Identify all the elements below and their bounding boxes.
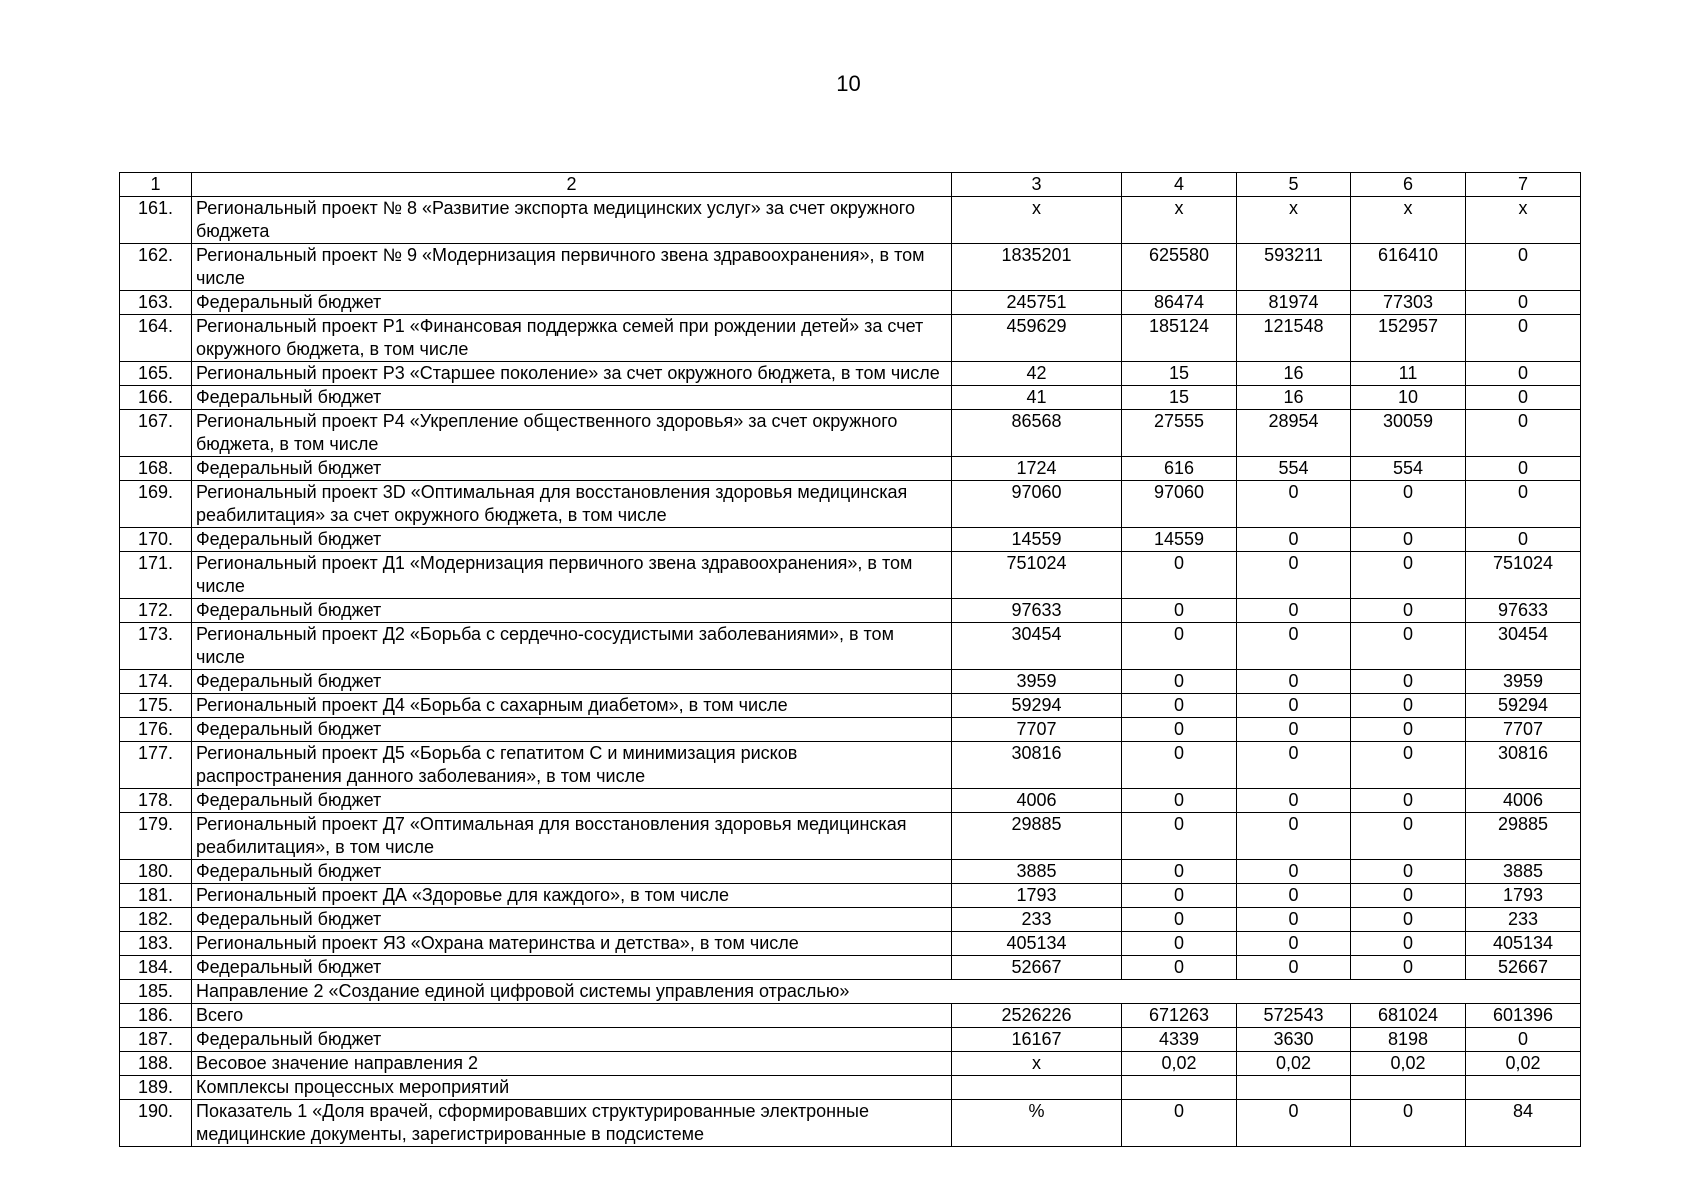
row-description-cell: Федеральный бюджет (192, 291, 952, 315)
table-row (120, 457, 1581, 481)
row-description-cell: Региональный проект Р1 «Финансовая поддержка семей при рождении детей» за счет окружного бюджета, в том числе (192, 315, 952, 362)
value-cell: 0 (1237, 860, 1351, 884)
row-description-cell: Региональный проект Д1 «Модернизация первичного звена здравоохранения», в том числе (192, 552, 952, 599)
value-cell: 2526226 (952, 1004, 1122, 1028)
value-cell: 152957 (1351, 315, 1466, 362)
value-cell: 3630 (1237, 1028, 1351, 1052)
value-cell: 7707 (952, 718, 1122, 742)
value-cell: 0 (1122, 670, 1237, 694)
header-cell: 4 (1122, 173, 1237, 197)
value-cell: 0 (1237, 908, 1351, 932)
table-row (120, 860, 1581, 884)
row-number-cell: 184. (120, 956, 192, 980)
row-number-cell: 185. (120, 980, 192, 1004)
value-cell: 3959 (952, 670, 1122, 694)
row-description-cell: Федеральный бюджет (192, 670, 952, 694)
row-number-cell: 187. (120, 1028, 192, 1052)
value-cell: 601396 (1466, 1004, 1581, 1028)
value-cell: 0 (1237, 884, 1351, 908)
value-cell: 0 (1122, 789, 1237, 813)
value-cell: 42 (952, 362, 1122, 386)
row-number-cell: 183. (120, 932, 192, 956)
value-cell: 0 (1466, 1028, 1581, 1052)
row-description-cell: Региональный проект ДА «Здоровье для каждого», в том числе (192, 884, 952, 908)
row-number-cell: 168. (120, 457, 192, 481)
value-cell: 11 (1351, 362, 1466, 386)
value-cell: 4006 (952, 789, 1122, 813)
value-cell: x (1351, 197, 1466, 244)
value-cell: 15 (1122, 362, 1237, 386)
value-cell: 0 (1237, 670, 1351, 694)
value-cell (952, 1076, 1122, 1100)
value-cell: 28954 (1237, 410, 1351, 457)
row-number-cell: 186. (120, 1004, 192, 1028)
row-number-cell: 171. (120, 552, 192, 599)
value-cell: 751024 (952, 552, 1122, 599)
value-cell: 0 (1237, 623, 1351, 670)
value-cell: 751024 (1466, 552, 1581, 599)
value-cell: 4006 (1466, 789, 1581, 813)
header-cell: 2 (192, 173, 952, 197)
row-description-cell: Региональный проект Я3 «Охрана материнства и детства», в том числе (192, 932, 952, 956)
row-number-cell: 162. (120, 244, 192, 291)
row-number-cell: 163. (120, 291, 192, 315)
header-cell: 6 (1351, 173, 1466, 197)
row-description-cell: Региональный проект № 9 «Модернизация первичного звена здравоохранения», в том числе (192, 244, 952, 291)
value-cell: 0 (1237, 528, 1351, 552)
header-cell: 1 (120, 173, 192, 197)
value-cell: 59294 (952, 694, 1122, 718)
value-cell: 0 (1351, 956, 1466, 980)
value-cell: 0 (1351, 860, 1466, 884)
row-description-cell: Федеральный бюджет (192, 386, 952, 410)
table-row (120, 980, 1581, 1004)
value-cell: 0 (1351, 932, 1466, 956)
value-cell (1122, 1076, 1237, 1100)
header-cell: 3 (952, 173, 1122, 197)
value-cell: 0 (1351, 813, 1466, 860)
table-row (120, 1028, 1581, 1052)
value-cell: 593211 (1237, 244, 1351, 291)
value-cell: 0 (1351, 1100, 1466, 1147)
value-cell: 0 (1351, 481, 1466, 528)
value-cell: 3885 (952, 860, 1122, 884)
value-cell: 0 (1237, 932, 1351, 956)
value-cell: 29885 (1466, 813, 1581, 860)
row-description-cell: Региональный проект Р3 «Старшее поколение» за счет окружного бюджета, в том числе (192, 362, 952, 386)
value-cell: 233 (952, 908, 1122, 932)
value-cell: 29885 (952, 813, 1122, 860)
value-cell: 0 (1466, 457, 1581, 481)
table-row (120, 742, 1581, 789)
row-number-cell: 167. (120, 410, 192, 457)
value-cell: 8198 (1351, 1028, 1466, 1052)
value-cell: 0 (1351, 623, 1466, 670)
table-row (120, 291, 1581, 315)
value-cell: 0 (1351, 742, 1466, 789)
row-number-cell: 172. (120, 599, 192, 623)
value-cell: x (1237, 197, 1351, 244)
value-cell: 0 (1237, 481, 1351, 528)
value-cell: 0 (1237, 552, 1351, 599)
table-row (120, 884, 1581, 908)
value-cell (1351, 1076, 1466, 1100)
value-cell: 10 (1351, 386, 1466, 410)
value-cell: 616410 (1351, 244, 1466, 291)
value-cell: % (952, 1100, 1122, 1147)
value-cell: 554 (1237, 457, 1351, 481)
row-number-cell: 165. (120, 362, 192, 386)
row-description-cell: Федеральный бюджет (192, 956, 952, 980)
value-cell: 0,02 (1351, 1052, 1466, 1076)
table-row (120, 1004, 1581, 1028)
value-cell: 0 (1351, 789, 1466, 813)
value-cell: 0 (1351, 528, 1466, 552)
row-number-cell: 181. (120, 884, 192, 908)
value-cell: 30454 (952, 623, 1122, 670)
value-cell: 0 (1237, 789, 1351, 813)
value-cell: 405134 (1466, 932, 1581, 956)
row-description-cell: Региональный проект Д4 «Борьба с сахарным диабетом», в том числе (192, 694, 952, 718)
row-number-cell: 189. (120, 1076, 192, 1100)
row-number-cell: 178. (120, 789, 192, 813)
table-row (120, 932, 1581, 956)
page-number: 10 (836, 71, 861, 96)
value-cell: 681024 (1351, 1004, 1466, 1028)
value-cell: 0 (1122, 813, 1237, 860)
value-cell: 97060 (1122, 481, 1237, 528)
value-cell: 3959 (1466, 670, 1581, 694)
value-cell: 0 (1122, 623, 1237, 670)
row-description-cell: Региональный проект 3D «Оптимальная для восстановления здоровья медицинская реабилитация» за счет окружного бюджета, в том числе (192, 481, 952, 528)
value-cell: 0 (1351, 908, 1466, 932)
table-row (120, 410, 1581, 457)
value-cell: 671263 (1122, 1004, 1237, 1028)
value-cell: 233 (1466, 908, 1581, 932)
value-cell: 0,02 (1122, 1052, 1237, 1076)
value-cell: 16 (1237, 386, 1351, 410)
value-cell: 41 (952, 386, 1122, 410)
value-cell: 0 (1122, 742, 1237, 789)
value-cell: 0 (1351, 718, 1466, 742)
value-cell: 0,02 (1237, 1052, 1351, 1076)
header-cell: 7 (1466, 173, 1581, 197)
table-row (120, 623, 1581, 670)
value-cell: 30454 (1466, 623, 1581, 670)
value-cell: 52667 (1466, 956, 1581, 980)
value-cell: 0 (1466, 410, 1581, 457)
table-row (120, 386, 1581, 410)
row-number-cell: 182. (120, 908, 192, 932)
row-number-cell: 179. (120, 813, 192, 860)
value-cell: 30816 (952, 742, 1122, 789)
value-cell: 0 (1237, 813, 1351, 860)
row-description-cell: Федеральный бюджет (192, 528, 952, 552)
row-description-cell: Региональный проект Р4 «Укрепление общественного здоровья» за счет окружного бюджета, в том числе (192, 410, 952, 457)
row-description-cell: Региональный проект Д7 «Оптимальная для восстановления здоровья медицинская реабилитация», в том числе (192, 813, 952, 860)
value-cell: 121548 (1237, 315, 1351, 362)
value-cell: x (952, 1052, 1122, 1076)
value-cell: 77303 (1351, 291, 1466, 315)
row-number-cell: 161. (120, 197, 192, 244)
value-cell: 86568 (952, 410, 1122, 457)
value-cell: 0 (1237, 718, 1351, 742)
table-row (120, 1052, 1581, 1076)
row-number-cell: 175. (120, 694, 192, 718)
value-cell: 3885 (1466, 860, 1581, 884)
value-cell: 15 (1122, 386, 1237, 410)
row-number-cell: 188. (120, 1052, 192, 1076)
table-row (120, 718, 1581, 742)
table-row (120, 813, 1581, 860)
value-cell: 245751 (952, 291, 1122, 315)
row-description-cell: Весовое значение направления 2 (192, 1052, 952, 1076)
value-cell: x (1466, 197, 1581, 244)
value-cell: 16 (1237, 362, 1351, 386)
value-cell: 0 (1122, 908, 1237, 932)
row-number-cell: 170. (120, 528, 192, 552)
value-cell: 0 (1351, 670, 1466, 694)
value-cell: 0 (1466, 528, 1581, 552)
table-body (120, 173, 1581, 1147)
value-cell: 30816 (1466, 742, 1581, 789)
value-cell: 81974 (1237, 291, 1351, 315)
row-description-cell: Федеральный бюджет (192, 718, 952, 742)
value-cell: x (1122, 197, 1237, 244)
value-cell: 554 (1351, 457, 1466, 481)
value-cell: 459629 (952, 315, 1122, 362)
budget-table (119, 172, 1581, 1147)
value-cell: 0 (1122, 1100, 1237, 1147)
value-cell: 52667 (952, 956, 1122, 980)
value-cell: 1724 (952, 457, 1122, 481)
value-cell: 1793 (952, 884, 1122, 908)
value-cell: 0,02 (1466, 1052, 1581, 1076)
header-cell: 5 (1237, 173, 1351, 197)
row-description-cell: Федеральный бюджет (192, 908, 952, 932)
row-number-cell: 190. (120, 1100, 192, 1147)
row-description-cell: Федеральный бюджет (192, 457, 952, 481)
value-cell: 616 (1122, 457, 1237, 481)
value-cell: 16167 (952, 1028, 1122, 1052)
table-row (120, 528, 1581, 552)
value-cell: 59294 (1466, 694, 1581, 718)
value-cell: 0 (1122, 718, 1237, 742)
value-cell: 0 (1122, 956, 1237, 980)
value-cell: 14559 (1122, 528, 1237, 552)
table-row (120, 481, 1581, 528)
row-number-cell: 180. (120, 860, 192, 884)
value-cell (1466, 1076, 1581, 1100)
value-cell: 0 (1122, 694, 1237, 718)
value-cell: 0 (1351, 599, 1466, 623)
value-cell: 7707 (1466, 718, 1581, 742)
value-cell: 97633 (952, 599, 1122, 623)
row-description-cell: Направление 2 «Создание единой цифровой системы управления отраслью» (192, 980, 1581, 1004)
value-cell: 0 (1122, 932, 1237, 956)
table-row (120, 908, 1581, 932)
table-header-row (120, 173, 1581, 197)
value-cell: 4339 (1122, 1028, 1237, 1052)
value-cell: 0 (1351, 552, 1466, 599)
table-row (120, 1076, 1581, 1100)
table-row (120, 789, 1581, 813)
row-description-cell: Региональный проект Д2 «Борьба с сердечно-сосудистыми заболеваниями», в том числе (192, 623, 952, 670)
row-description-cell: Региональный проект Д5 «Борьба с гепатитом С и минимизация рисков распространения данного заболевания», в том числе (192, 742, 952, 789)
value-cell: 0 (1466, 481, 1581, 528)
row-description-cell: Федеральный бюджет (192, 1028, 952, 1052)
row-description-cell: Региональный проект № 8 «Развитие экспорта медицинских услуг» за счет окружного бюджета (192, 197, 952, 244)
row-number-cell: 173. (120, 623, 192, 670)
row-description-cell: Федеральный бюджет (192, 860, 952, 884)
value-cell: 625580 (1122, 244, 1237, 291)
value-cell: 0 (1237, 742, 1351, 789)
table-row (120, 244, 1581, 291)
value-cell: 185124 (1122, 315, 1237, 362)
value-cell: 0 (1466, 362, 1581, 386)
value-cell: 0 (1466, 386, 1581, 410)
value-cell: 405134 (952, 932, 1122, 956)
value-cell: 97060 (952, 481, 1122, 528)
value-cell: 0 (1237, 694, 1351, 718)
value-cell: 14559 (952, 528, 1122, 552)
value-cell: 0 (1122, 599, 1237, 623)
value-cell: 30059 (1351, 410, 1466, 457)
table-row (120, 362, 1581, 386)
value-cell: 0 (1237, 599, 1351, 623)
value-cell: 0 (1466, 291, 1581, 315)
table-row (120, 315, 1581, 362)
table-row (120, 197, 1581, 244)
value-cell: 27555 (1122, 410, 1237, 457)
row-description-cell: Всего (192, 1004, 952, 1028)
value-cell: 0 (1466, 244, 1581, 291)
value-cell: 0 (1351, 884, 1466, 908)
value-cell: 0 (1122, 860, 1237, 884)
value-cell: 84 (1466, 1100, 1581, 1147)
table-row (120, 694, 1581, 718)
value-cell: 0 (1122, 552, 1237, 599)
row-description-cell: Показатель 1 «Доля врачей, сформировавших структурированные электронные медицинские документы, зарегистрированные в подсистеме (192, 1100, 952, 1147)
row-description-cell: Федеральный бюджет (192, 599, 952, 623)
row-description-cell: Комплексы процессных мероприятий (192, 1076, 952, 1100)
row-number-cell: 164. (120, 315, 192, 362)
value-cell: 0 (1237, 1100, 1351, 1147)
value-cell: 0 (1466, 315, 1581, 362)
value-cell (1237, 1076, 1351, 1100)
table-row (120, 552, 1581, 599)
row-number-cell: 174. (120, 670, 192, 694)
table-row (120, 1100, 1581, 1147)
value-cell: x (952, 197, 1122, 244)
value-cell: 572543 (1237, 1004, 1351, 1028)
table-row (120, 599, 1581, 623)
value-cell: 0 (1237, 956, 1351, 980)
row-number-cell: 166. (120, 386, 192, 410)
value-cell: 86474 (1122, 291, 1237, 315)
value-cell: 97633 (1466, 599, 1581, 623)
row-number-cell: 176. (120, 718, 192, 742)
value-cell: 0 (1122, 884, 1237, 908)
value-cell: 1835201 (952, 244, 1122, 291)
row-description-cell: Федеральный бюджет (192, 789, 952, 813)
table-row (120, 670, 1581, 694)
value-cell: 0 (1351, 694, 1466, 718)
row-number-cell: 177. (120, 742, 192, 789)
row-number-cell: 169. (120, 481, 192, 528)
value-cell: 1793 (1466, 884, 1581, 908)
table-row (120, 956, 1581, 980)
